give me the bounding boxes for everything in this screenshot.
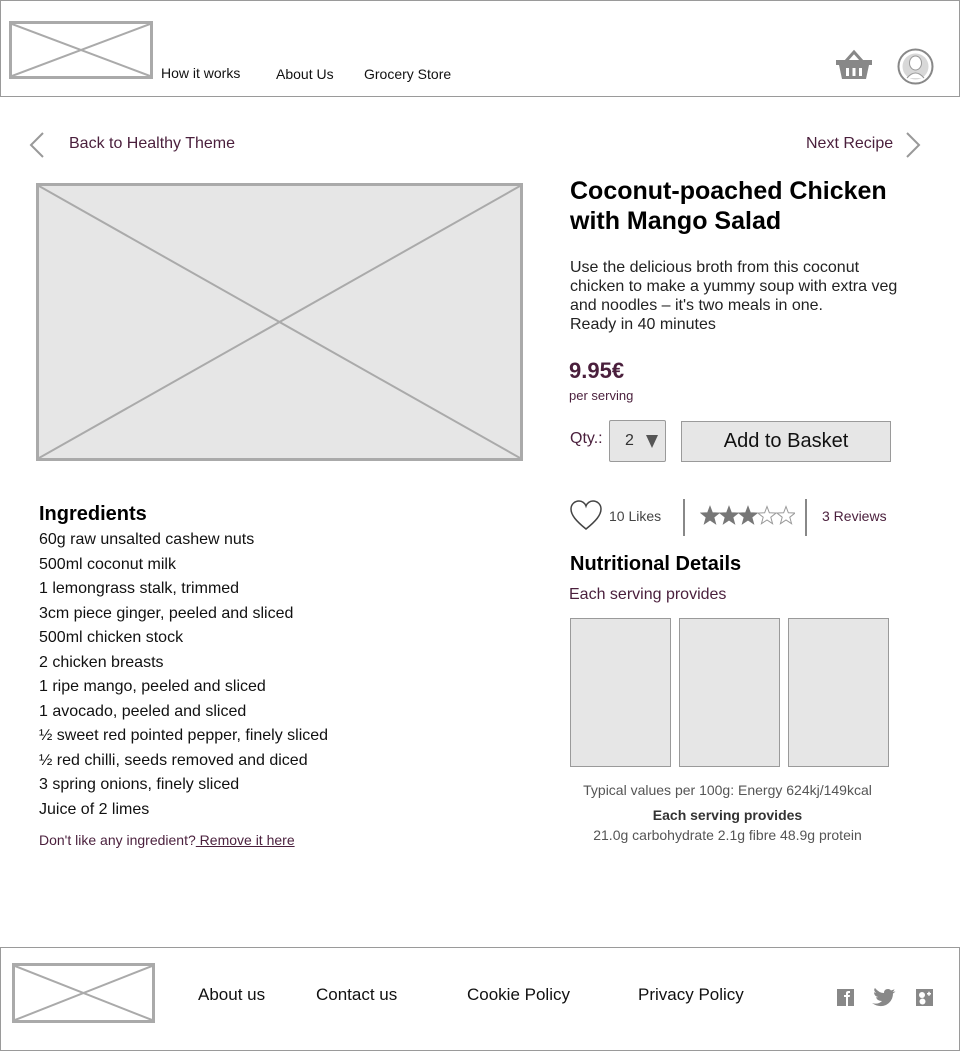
- list-item: 1 avocado, peeled and sliced: [39, 702, 247, 720]
- each-serving-heading: Each serving provides: [652, 807, 803, 823]
- facebook-icon[interactable]: [836, 988, 856, 1007]
- nav-about-us[interactable]: About Us: [276, 66, 334, 82]
- site-footer: [0, 947, 960, 1051]
- list-item: ½ sweet red pointed pepper, finely sliced: [39, 727, 329, 744]
- divider: [805, 499, 807, 536]
- reviews-link[interactable]: 3 Reviews: [822, 508, 887, 524]
- footer-link-privacy-policy[interactable]: Privacy Policy: [638, 985, 744, 1004]
- twitter-icon[interactable]: [871, 988, 897, 1007]
- site-header: [0, 0, 960, 97]
- chevron-left-icon[interactable]: [28, 131, 46, 159]
- typical-values: Typical values per 100g: Energy 624kj/149kcal: [583, 782, 872, 798]
- chevron-right-icon[interactable]: [904, 131, 922, 159]
- list-item: ½ red chilli, seeds removed and diced: [39, 751, 308, 769]
- basket-icon[interactable]: [835, 49, 873, 81]
- nutrition-subtitle: Each serving provides: [569, 586, 727, 603]
- recipe-description: Use the delicious broth from this coconut chicken to make a yummy soup with extra veg and noodles – it's two meals in one.: [570, 259, 898, 314]
- quantity-select[interactable]: [609, 420, 666, 462]
- recipe-image-placeholder: [36, 183, 523, 461]
- user-avatar-icon[interactable]: [897, 48, 934, 85]
- list-item: 3 spring onions, finely sliced: [39, 776, 240, 793]
- nav-how-it-works[interactable]: How it works: [161, 65, 241, 81]
- logo-placeholder[interactable]: [9, 21, 153, 79]
- quantity-label: Qty.:: [570, 430, 603, 447]
- dislike-ingredient-note: [39, 832, 295, 848]
- nutrition-title: Nutritional Details: [570, 553, 742, 575]
- back-to-theme-link[interactable]: Back to Healthy Theme: [69, 135, 236, 152]
- nav-grocery-store[interactable]: Grocery Store: [364, 66, 452, 82]
- star-filled-icon[interactable]: [739, 507, 757, 524]
- star-empty-icon[interactable]: [758, 507, 776, 524]
- quantity-value: 2: [625, 432, 634, 449]
- per-serving-label: per serving: [569, 388, 634, 403]
- price: 9.95€: [569, 358, 625, 383]
- likes-count: 10 Likes: [609, 508, 662, 524]
- nutrition-box: [679, 618, 780, 767]
- footer-link-cookie-policy[interactable]: Cookie Policy: [467, 985, 570, 1004]
- ingredients-list: [39, 530, 328, 824]
- list-item: 3cm piece ginger, peeled and sliced: [39, 604, 294, 622]
- list-item: 500ml coconut milk: [39, 555, 176, 573]
- footer-logo-placeholder[interactable]: [12, 963, 155, 1023]
- recipe-title: Coconut-poached Chicken with Mango Salad: [570, 177, 887, 235]
- star-rating[interactable]: [700, 505, 795, 527]
- nutrition-box: [788, 618, 889, 767]
- dislike-text: Don't like any ingredient?: [39, 832, 196, 848]
- star-filled-icon[interactable]: [701, 507, 719, 524]
- footer-link-contact-us[interactable]: Contact us: [316, 985, 398, 1004]
- caret-down-icon: [646, 435, 658, 448]
- remove-ingredient-link[interactable]: Remove it here: [195, 832, 295, 848]
- list-item: Juice of 2 limes: [39, 800, 150, 818]
- divider: [683, 499, 685, 536]
- ingredients-title: Ingredients: [39, 503, 147, 525]
- heart-icon[interactable]: [570, 500, 602, 531]
- star-filled-icon[interactable]: [720, 507, 738, 524]
- list-item: 1 ripe mango, peeled and sliced: [39, 678, 266, 695]
- serving-values: 21.0g carbohydrate 2.1g fibre 48.9g protein: [593, 827, 862, 843]
- star-empty-icon[interactable]: [777, 507, 795, 524]
- list-item: 1 lemongrass stalk, trimmed: [39, 580, 240, 597]
- footer-link-about-us[interactable]: About us: [198, 985, 266, 1004]
- list-item: 2 chicken breasts: [39, 653, 164, 671]
- google-plus-icon[interactable]: [915, 988, 935, 1007]
- next-recipe-link[interactable]: Next Recipe: [806, 135, 894, 152]
- ready-time: Ready in 40 minutes: [570, 316, 716, 333]
- nutrition-box: [570, 618, 671, 767]
- add-to-basket-button[interactable]: Add to Basket: [681, 421, 891, 462]
- list-item: 500ml chicken stock: [39, 629, 184, 646]
- list-item: 60g raw unsalted cashew nuts: [39, 531, 255, 548]
